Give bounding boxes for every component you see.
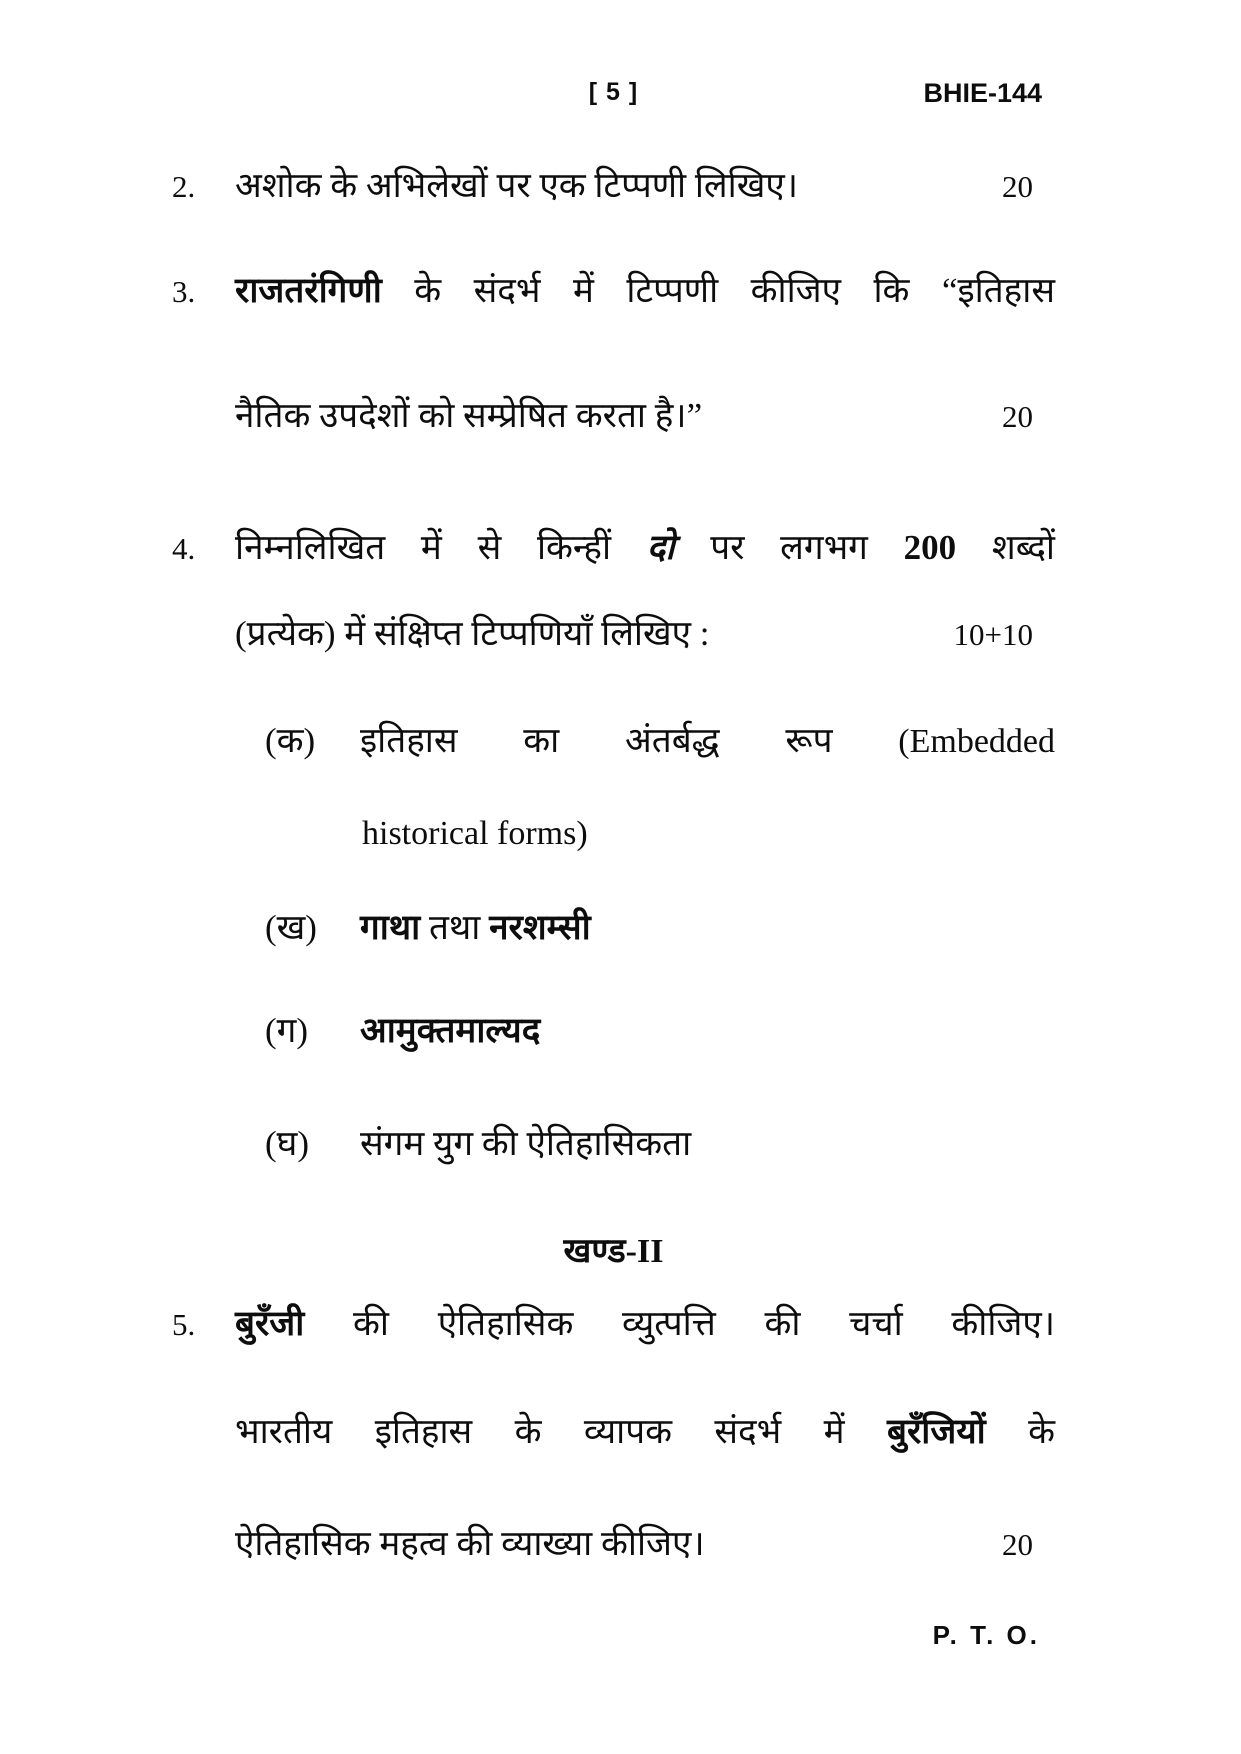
question-5-marks: 20 <box>1002 1527 1033 1562</box>
question-4-number: 4. <box>172 531 196 566</box>
subitem-gha <box>265 1118 1055 1170</box>
subitem-ga <box>265 1005 1055 1057</box>
question-5-line-2-seg-2: के <box>1028 1412 1055 1451</box>
question-3-line-2 <box>235 390 1055 442</box>
question-2-text: अशोक के अभिलेखों पर एक टिप्पणी लिखिए। <box>235 166 798 205</box>
question-2-number: 2. <box>172 169 196 204</box>
question-3-text-line-1 <box>235 265 1055 317</box>
question-5-number: 5. <box>172 1307 196 1342</box>
question-5-line-2-seg-1: भारतीय इतिहास के व्यापक संदर्भ में <box>235 1412 845 1451</box>
question-3-text-line-2: नैतिक उपदेशों को सम्प्रेषित करता है।” <box>235 396 703 435</box>
question-5-line-2 <box>235 1406 1055 1458</box>
subitem-ga-marker: (ग) <box>265 1011 309 1050</box>
question-5-line-2-bold: बुरँजियों <box>887 1412 986 1451</box>
question-5-text-line-1 <box>235 1298 1055 1350</box>
subitem-ka-marker: (क) <box>265 721 316 760</box>
question-2 <box>172 160 1055 212</box>
question-4-marks: 10+10 <box>953 617 1033 652</box>
question-4-text-line-2: (प्रत्येक) में संक्षिप्त टिप्पणियाँ लिखिए : <box>235 614 710 653</box>
subitem-ka-line-1 <box>265 715 1055 768</box>
question-5-text-line-3: ऐतिहासिक महत्व की व्याख्या कीजिए। <box>235 1524 705 1563</box>
question-4-word-count: 200 <box>903 528 957 567</box>
question-4-line-1 <box>172 522 1055 574</box>
question-3-line-1 <box>172 265 1055 317</box>
question-3-rest: के संदर्भ में टिप्पणी कीजिए कि “इतिहास <box>414 271 1055 310</box>
question-4-seg-3: शब्दों <box>991 528 1055 567</box>
subitem-ka-line-2: historical forms) <box>362 815 588 852</box>
question-4-emphasis-two: दो <box>646 528 675 567</box>
subitem-kha-bold-1: गाथा <box>360 908 421 947</box>
question-3-bold-term: राजतरंगिणी <box>235 271 382 310</box>
question-4-seg-2: पर लगभग <box>710 528 868 567</box>
page-number: [ 5 ] <box>588 78 639 106</box>
question-5-bold-term: बुरँजी <box>235 1304 305 1343</box>
paper-code: BHIE-144 <box>923 78 1042 108</box>
question-5-rest: की ऐतिहासिक व्युत्पत्ति की चर्चा कीजिए। <box>353 1304 1055 1343</box>
subitem-gha-marker: (घ) <box>265 1124 309 1163</box>
question-4-text-line-1 <box>235 522 1055 574</box>
question-5-line-3 <box>235 1518 1055 1570</box>
question-5-line-1 <box>172 1298 1055 1350</box>
subitem-ka-hindi: इतिहास का अंतर्बद्ध रूप <box>360 721 833 760</box>
question-2-marks: 20 <box>1002 169 1033 204</box>
question-3-number: 3. <box>172 274 196 309</box>
question-4-seg-1: निम्नलिखित में से किन्हीं <box>235 528 612 567</box>
subitem-kha-mid: तथा <box>428 908 481 947</box>
page-header <box>172 78 1055 118</box>
subitem-ga-text: आमुक्तमाल्यद <box>360 1011 541 1050</box>
subitem-kha-text <box>360 902 1055 954</box>
pto-footer: P. T. O. <box>932 1620 1040 1650</box>
question-3-marks: 20 <box>1002 399 1033 434</box>
question-4-line-2 <box>235 608 1055 660</box>
subitem-kha-bold-2: नरशम्सी <box>489 908 591 947</box>
subitem-gha-text: संगम युग की ऐतिहासिकता <box>360 1124 692 1163</box>
subitem-kha <box>265 902 1055 954</box>
subitem-kha-marker: (ख) <box>265 908 317 947</box>
subitem-ka-english-open: (Embedded <box>898 723 1056 760</box>
section-heading: खण्ड-II <box>563 1233 664 1270</box>
subitem-ka-text <box>360 715 1055 768</box>
